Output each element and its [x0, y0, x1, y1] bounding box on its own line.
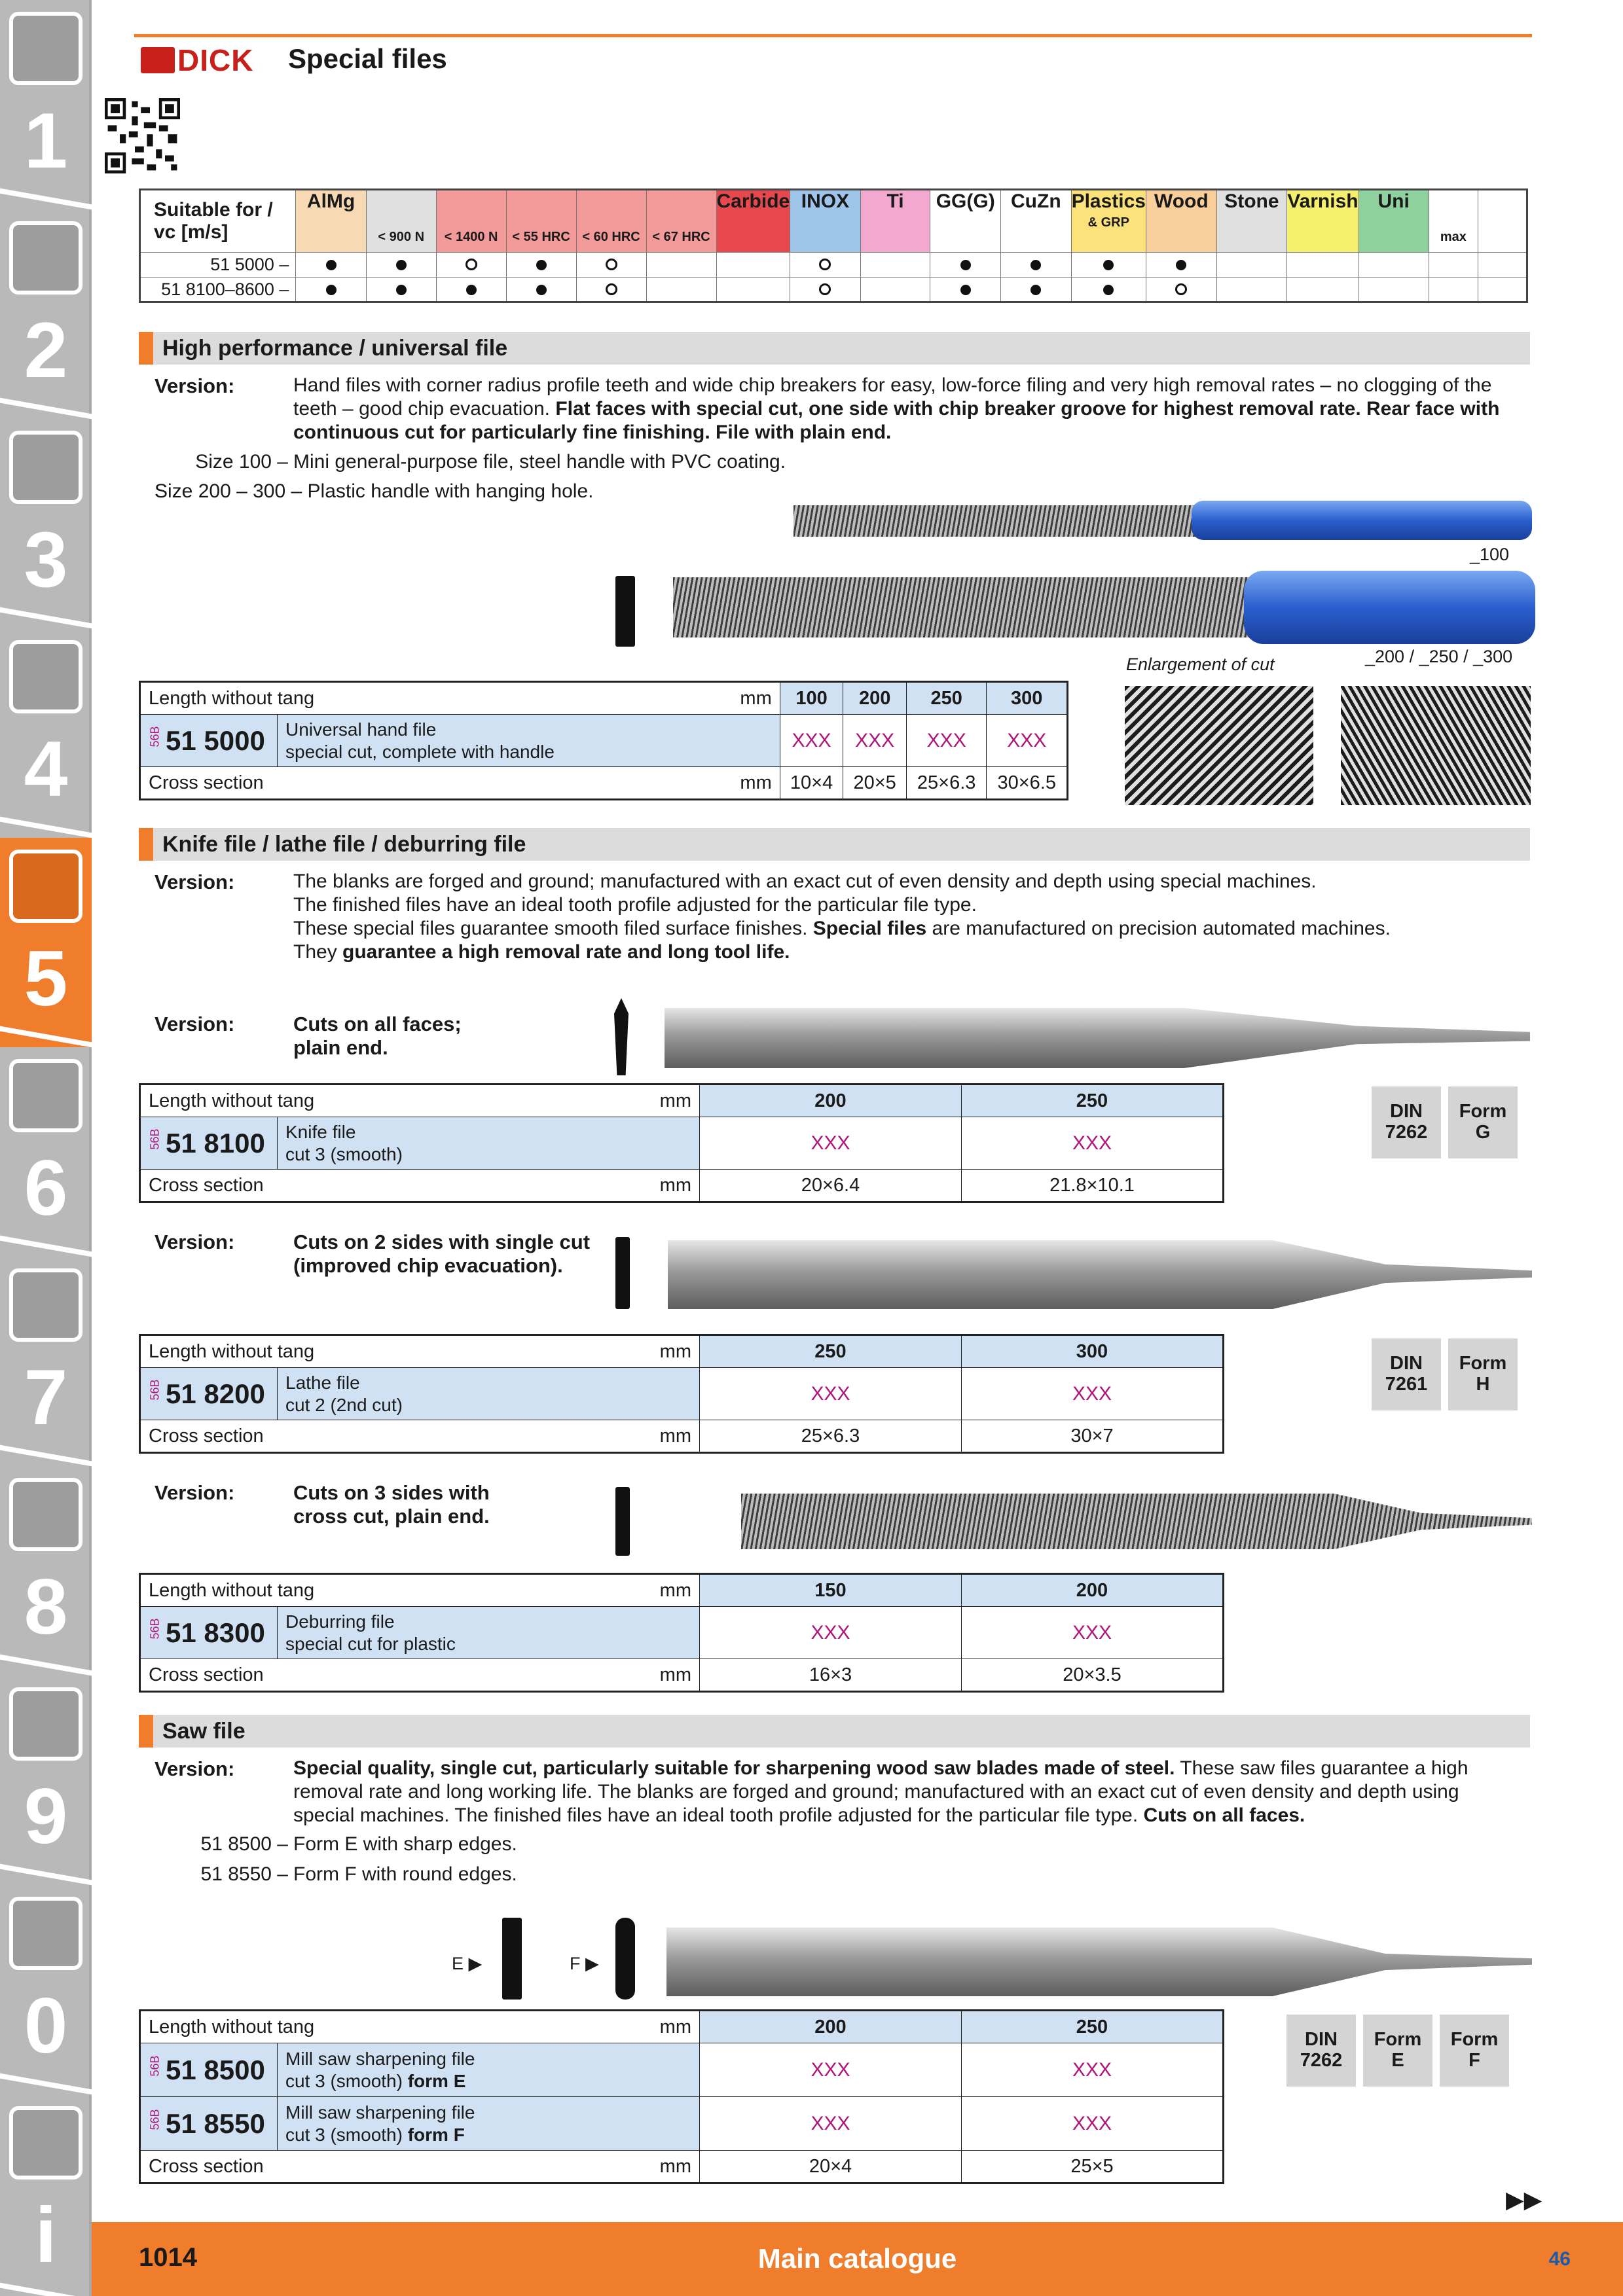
article-number[interactable]: 56B 51 8500: [140, 2043, 278, 2097]
suitability-mark: [1359, 278, 1429, 302]
product-table-saw-file: Length without tang mm 200 250 56B 51 8500 Mill saw sharpening file cut 3 (smooth) form E XXX XXX 56B 51 8550 Mill saw sharpening file cut 3 (smooth) form F XXX XXX Cross section mm 20×4 25×5: [139, 2009, 1224, 2184]
chapter-number: 6: [24, 1144, 68, 1232]
chapter-tab-i[interactable]: [0, 2094, 92, 2296]
suitability-table: [139, 188, 1528, 303]
chapter-number: 7: [24, 1354, 68, 1441]
saw-file-image: [666, 1928, 1532, 1996]
article-number[interactable]: 56B 51 5000: [140, 715, 278, 767]
chapter-tab-1[interactable]: [0, 0, 92, 209]
page-footer: [92, 2222, 1623, 2296]
suitability-mark: [1216, 253, 1287, 278]
chapter-tab-0[interactable]: [0, 1885, 92, 2094]
suitability-mark: [1478, 253, 1527, 278]
suitability-mark: [436, 278, 506, 302]
version-text: Hand files with corner radius profile teeth and wide chip breakers for easy, low-force filing and very high removal rates – no clogging of the teeth – good chip evacuation. Flat faces with special cut, one side with chip breaker groove for highest removal rate. Rear face with continuous cut for particularly fine finishing. File with plain end.: [293, 374, 1500, 443]
form-e-profile-icon: [502, 1918, 522, 2000]
section-heading-saw-file: Saw file: [139, 1715, 1530, 1748]
suitability-mark: [576, 278, 646, 302]
din-badge: DIN 7261: [1372, 1338, 1441, 1410]
suitability-mark: [716, 253, 790, 278]
chapter-icon: [9, 1897, 82, 1970]
suitability-mark: [366, 278, 436, 302]
suitability-mark: [1146, 278, 1217, 302]
file-handle-image: [1244, 571, 1535, 644]
chapter-tab-6[interactable]: [0, 1047, 92, 1257]
version-text: The blanks are forged and ground; manufactured with an exact cut of even density and depth using special machines. The finished files have an ideal tooth profile adjusted for the particular file type. These special files guarantee smooth filed surface finishes. Special files are manufactured on precision automated machines. They guarantee a high removal rate and long tool life.: [293, 870, 1391, 963]
suitability-mark: [1146, 253, 1217, 278]
chapter-tab-8[interactable]: [0, 1466, 92, 1676]
version-label: Version:: [155, 374, 235, 397]
suitability-corner-label: Suitable for / vc [m/s]: [140, 190, 296, 253]
size-label: Size 100 –: [195, 451, 288, 473]
suitability-mark: [860, 253, 930, 278]
suitability-row-label: 51 5000 –: [140, 253, 296, 278]
chapter-number: 1: [24, 97, 68, 185]
suitability-mark: [930, 278, 1001, 302]
material-header: Varnish: [1287, 190, 1359, 253]
suitability-mark: [296, 278, 366, 302]
lathe-profile-icon: [615, 1237, 630, 1309]
material-header: Uni: [1359, 190, 1429, 253]
chapter-tab-2[interactable]: [0, 209, 92, 419]
product-description: Universal hand file special cut, complete with handle: [278, 715, 780, 767]
chapter-number: 8: [24, 1563, 68, 1651]
suitability-mark: [366, 253, 436, 278]
chapter-number: 9: [24, 1772, 68, 1860]
chapter-tab-4[interactable]: [0, 628, 92, 838]
profile-f-label: F ▶: [570, 1954, 599, 1973]
suitability-mark: [1071, 278, 1146, 302]
material-header: < 60 HRC: [576, 190, 646, 253]
material-header: INOX: [790, 190, 860, 253]
suitability-mark: [1071, 253, 1146, 278]
article-number[interactable]: 56B 51 8550: [140, 2097, 278, 2151]
suitability-mark: [716, 278, 790, 302]
suitability-mark: [506, 278, 576, 302]
section-number: 46: [1548, 2248, 1571, 2270]
suitability-mark: [1287, 253, 1359, 278]
product-table-51-8200: Length without tang mm 250 300 56B 51 8200 Lathe file cut 2 (2nd cut) XXX XXX Cross section mm 25×6.3 30×7: [139, 1334, 1224, 1454]
suitability-mark: [1429, 278, 1478, 302]
cut-enlargement-image: [1125, 686, 1313, 805]
article-number[interactable]: 56B 51 8100: [140, 1117, 278, 1170]
chapter-icon: [9, 12, 82, 85]
suitability-mark: [646, 253, 716, 278]
length-label: Length without tang: [140, 682, 729, 715]
file-image-200-300: [673, 577, 1249, 637]
suitability-mark: [1287, 278, 1359, 302]
suitability-mark: [930, 253, 1001, 278]
material-header: < 67 HRC: [646, 190, 716, 253]
page-number: 1014: [139, 2243, 197, 2272]
material-header: [1478, 190, 1527, 253]
suitability-mark: [790, 278, 860, 302]
size-text: Mini general-purpose file, steel handle with PVC coating.: [293, 451, 786, 473]
material-header: < 900 N: [366, 190, 436, 253]
material-header: CuZn: [1001, 190, 1072, 253]
material-header: max: [1429, 190, 1478, 253]
chapter-icon: [9, 1687, 82, 1761]
chapter-number: 0: [24, 1982, 68, 2070]
profile-e-label: E ▶: [452, 1954, 483, 1973]
suitability-mark: [1429, 253, 1478, 278]
suitability-mark: [1359, 253, 1429, 278]
knife-file-image: [665, 1008, 1530, 1068]
product-table-51-8100: Length without tang mm 200 250 56B 51 8100 Knife file cut 3 (smooth) XXX XXX Cross section mm 20×6.4 21.8×10.1: [139, 1083, 1224, 1203]
chapter-sidebar: [0, 0, 92, 2296]
chapter-icon: [9, 2106, 82, 2179]
form-badge: Form H: [1448, 1338, 1518, 1410]
catalogue-title: Main catalogue: [757, 2243, 957, 2274]
chapter-icon: [9, 1478, 82, 1551]
material-header: < 55 HRC: [506, 190, 576, 253]
brand-logo: DICK: [141, 45, 272, 75]
article-number[interactable]: 56B 51 8200: [140, 1368, 278, 1420]
material-header: Plastics & GRP: [1071, 190, 1146, 253]
form-badge: Form G: [1448, 1086, 1518, 1158]
form-badge: Form E: [1363, 2015, 1432, 2087]
chapter-icon: [9, 1268, 82, 1342]
product-table-51-8300: Length without tang mm 150 200 56B 51 8300 Deburring file special cut for plastic XXX XXX Cross section mm 16×3 20×3.5: [139, 1573, 1224, 1693]
qr-code-icon[interactable]: [105, 98, 180, 173]
suitability-mark: [576, 253, 646, 278]
suitability-mark: [1001, 253, 1072, 278]
material-header: Ti: [860, 190, 930, 253]
chapter-icon: [9, 640, 82, 713]
material-header: Wood: [1146, 190, 1217, 253]
suitability-mark: [436, 253, 506, 278]
suitability-mark: [860, 278, 930, 302]
material-header: < 1400 N: [436, 190, 506, 253]
section-heading-universal-file: High performance / universal file: [139, 332, 1530, 365]
form-f-profile-icon: [615, 1918, 635, 2000]
cut-enlargement-image: [1341, 686, 1531, 805]
header-rule: [134, 34, 1532, 37]
version-text: Special quality, single cut, particularly suitable for sharpening wood saw blades made of steel. These saw files guarantee a high removal rate and long working life. The blanks are forged and ground; manufactured with an exact cut of even density and depth using special machines. The finished files have an ideal tooth profile adjusted for the particular file type. Cuts on all faces.: [293, 1757, 1468, 1826]
form-badge: Form F: [1440, 2015, 1509, 2087]
enlargement-caption: Enlargement of cut: [1126, 655, 1275, 674]
file-image-100: [793, 505, 1199, 537]
suitability-mark: [1216, 278, 1287, 302]
chapter-number: i: [35, 2191, 57, 2279]
chapter-tab-5[interactable]: [0, 838, 92, 1047]
size-label: Size 200 – 300 – Plastic handle with hanging hole.: [155, 480, 594, 502]
product-table-51-5000: Length without tang mm 100 200 250 300 56B 51 5000 Universal hand file special cut, complete with handle XXX XXX XXX XXX Cross section mm 10×4 20×5 25×6.3 30×6.5: [139, 681, 1068, 800]
knife-profile-icon: [614, 998, 629, 1075]
section-heading-knife-lathe-deburring: Knife file / lathe file / deburring file: [139, 828, 1530, 861]
deburring-profile-icon: [615, 1487, 630, 1556]
chapter-tab-7[interactable]: [0, 1257, 92, 1466]
suitability-mark: [506, 253, 576, 278]
article-number[interactable]: 56B 51 8300: [140, 1607, 278, 1659]
suitability-mark: [646, 278, 716, 302]
file-handle-image: [1192, 501, 1532, 540]
chapter-number: 3: [24, 516, 68, 603]
suitability-mark: [1478, 278, 1527, 302]
deburring-file-image: [741, 1494, 1532, 1549]
chapter-number: 2: [24, 306, 68, 394]
page-title: Special files: [288, 43, 447, 74]
price: XXX: [780, 715, 843, 767]
image-caption: _200 / _250 / _300: [1365, 647, 1513, 666]
din-badge: DIN 7262: [1372, 1086, 1441, 1158]
chapter-icon: [9, 850, 82, 923]
material-header: Stone: [1216, 190, 1287, 253]
lathe-file-image: [668, 1240, 1532, 1309]
chapter-icon: [9, 221, 82, 295]
suitability-mark: [1001, 278, 1072, 302]
chapter-icon: [9, 1059, 82, 1132]
chapter-number: 5: [24, 935, 68, 1022]
suitability-mark: [790, 253, 860, 278]
image-caption: _100: [1470, 545, 1510, 564]
next-page-arrow-icon[interactable]: ▶▶: [1506, 2186, 1542, 2213]
suitability-mark: [296, 253, 366, 278]
file-profile-icon: [615, 576, 635, 647]
material-header: AlMg: [296, 190, 366, 253]
suitability-row-label: 51 8100–8600 –: [140, 278, 296, 302]
material-header: Carbide: [716, 190, 790, 253]
material-header: GG(G): [930, 190, 1001, 253]
din-badge: DIN 7262: [1286, 2015, 1356, 2087]
chapter-number: 4: [24, 725, 68, 813]
